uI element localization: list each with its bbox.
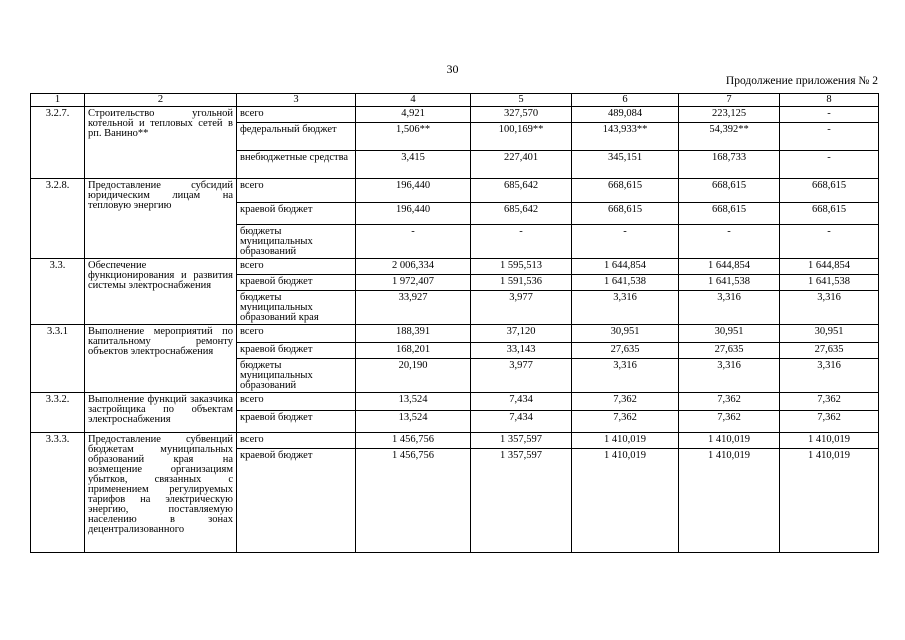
funding-source: всего xyxy=(237,325,356,343)
amount-cell: 685,642 xyxy=(471,203,572,225)
amount-cell: 1 644,854 xyxy=(572,259,679,275)
amount-cell: - xyxy=(471,225,572,259)
amount-cell: 7,362 xyxy=(780,393,879,411)
column-header: 1 xyxy=(31,94,85,107)
amount-cell: 30,951 xyxy=(679,325,780,343)
item-description: Строительство угольной котельной и тепловых сетей в рп. Ванино** xyxy=(85,107,237,179)
amount-cell: 7,434 xyxy=(471,393,572,411)
amount-cell: 143,933** xyxy=(572,123,679,151)
amount-cell: 20,190 xyxy=(356,359,471,393)
amount-cell: 7,362 xyxy=(572,393,679,411)
funding-source: всего xyxy=(237,433,356,449)
amount-cell: 196,440 xyxy=(356,179,471,203)
amount-cell: 489,084 xyxy=(572,107,679,123)
item-number: 3.3.3. xyxy=(31,433,85,553)
amount-cell: 1 410,019 xyxy=(572,433,679,449)
amount-cell: 27,635 xyxy=(572,343,679,359)
amount-cell: 1 591,536 xyxy=(471,275,572,291)
column-header: 6 xyxy=(572,94,679,107)
table-row xyxy=(31,179,879,203)
funding-source: бюджеты муниципальных образований xyxy=(237,225,356,259)
amount-cell: 30,951 xyxy=(780,325,879,343)
funding-source: краевой бюджет xyxy=(237,203,356,225)
amount-cell: 1 972,407 xyxy=(356,275,471,291)
amount-cell: 1 641,538 xyxy=(679,275,780,291)
column-header: 4 xyxy=(356,94,471,107)
column-header: 8 xyxy=(780,94,879,107)
item-description: Обеспечение функционирования и развития системы электроснабжения xyxy=(85,259,237,325)
amount-cell: 37,120 xyxy=(471,325,572,343)
amount-cell: 668,615 xyxy=(679,179,780,203)
funding-source: краевой бюджет xyxy=(237,275,356,291)
column-header: 5 xyxy=(471,94,572,107)
amount-cell: 168,733 xyxy=(679,151,780,179)
amount-cell: 1 357,597 xyxy=(471,449,572,553)
amount-cell: 13,524 xyxy=(356,393,471,411)
amount-cell: - xyxy=(780,107,879,123)
item-number: 3.3.2. xyxy=(31,393,85,433)
amount-cell: 188,391 xyxy=(356,325,471,343)
amount-cell: 668,615 xyxy=(572,203,679,225)
amount-cell: - xyxy=(780,123,879,151)
item-description: Предоставление субсидий юридическим лицам на тепловую энергию xyxy=(85,179,237,259)
amount-cell: 7,362 xyxy=(679,411,780,433)
amount-cell: 3,316 xyxy=(572,291,679,325)
funding-source: краевой бюджет xyxy=(237,343,356,359)
amount-cell: 668,615 xyxy=(780,179,879,203)
amount-cell: - xyxy=(572,225,679,259)
budget-table xyxy=(30,93,879,553)
table-header-row xyxy=(31,94,879,107)
amount-cell: 33,143 xyxy=(471,343,572,359)
item-description: Выполнение мероприятий по капитальному ремонту объектов электроснабжения xyxy=(85,325,237,393)
amount-cell: - xyxy=(679,225,780,259)
amount-cell: 3,977 xyxy=(471,359,572,393)
funding-source: краевой бюджет xyxy=(237,449,356,553)
funding-source: внебюджетные средства xyxy=(237,151,356,179)
funding-source: всего xyxy=(237,259,356,275)
amount-cell: 3,977 xyxy=(471,291,572,325)
amount-cell: 668,615 xyxy=(780,203,879,225)
amount-cell: 327,570 xyxy=(471,107,572,123)
amount-cell: 33,927 xyxy=(356,291,471,325)
amount-cell: 3,415 xyxy=(356,151,471,179)
amount-cell: 1 410,019 xyxy=(780,449,879,553)
column-header: 7 xyxy=(679,94,780,107)
table-row xyxy=(31,433,879,449)
appendix-continuation-label: Продолжение приложения № 2 xyxy=(725,75,878,87)
item-number: 3.2.8. xyxy=(31,179,85,259)
amount-cell: 1 456,756 xyxy=(356,433,471,449)
amount-cell: 7,362 xyxy=(679,393,780,411)
amount-cell: 1 644,854 xyxy=(679,259,780,275)
amount-cell: 668,615 xyxy=(679,203,780,225)
amount-cell: 27,635 xyxy=(780,343,879,359)
amount-cell: 2 006,334 xyxy=(356,259,471,275)
table-row xyxy=(31,259,879,275)
amount-cell: 345,151 xyxy=(572,151,679,179)
amount-cell: 1 456,756 xyxy=(356,449,471,553)
amount-cell: 3,316 xyxy=(679,359,780,393)
amount-cell: - xyxy=(356,225,471,259)
amount-cell: 27,635 xyxy=(679,343,780,359)
item-description: Предоставление субвенций бюджетам муниципальных образований края на возмещение организациям убытков, связанных с применением регулируемых тарифов на электрическую энергию, поставляемую населению в зонах децентрализованного xyxy=(85,433,237,553)
amount-cell: 196,440 xyxy=(356,203,471,225)
amount-cell: 668,615 xyxy=(572,179,679,203)
table-row xyxy=(31,325,879,343)
amount-cell: 3,316 xyxy=(679,291,780,325)
amount-cell: 7,362 xyxy=(780,411,879,433)
amount-cell: - xyxy=(780,151,879,179)
amount-cell: 1 595,513 xyxy=(471,259,572,275)
amount-cell: 54,392** xyxy=(679,123,780,151)
amount-cell: 1 410,019 xyxy=(572,449,679,553)
amount-cell: 3,316 xyxy=(780,291,879,325)
funding-source: бюджеты муниципальных образований xyxy=(237,359,356,393)
amount-cell: - xyxy=(780,225,879,259)
amount-cell: 1 644,854 xyxy=(780,259,879,275)
funding-source: всего xyxy=(237,393,356,411)
amount-cell: 4,921 xyxy=(356,107,471,123)
amount-cell: 1 410,019 xyxy=(780,433,879,449)
amount-cell: 7,434 xyxy=(471,411,572,433)
table-row xyxy=(31,393,879,411)
amount-cell: 1 410,019 xyxy=(679,449,780,553)
amount-cell: 1 410,019 xyxy=(679,433,780,449)
item-number: 3.2.7. xyxy=(31,107,85,179)
amount-cell: 13,524 xyxy=(356,411,471,433)
amount-cell: 227,401 xyxy=(471,151,572,179)
amount-cell: 1 641,538 xyxy=(780,275,879,291)
item-description: Выполнение функций заказчика застройщика по объектам электроснабжения xyxy=(85,393,237,433)
amount-cell: 223,125 xyxy=(679,107,780,123)
funding-source: всего xyxy=(237,179,356,203)
funding-source: краевой бюджет xyxy=(237,411,356,433)
item-number: 3.3.1 xyxy=(31,325,85,393)
item-number: 3.3. xyxy=(31,259,85,325)
amount-cell: 1,506** xyxy=(356,123,471,151)
amount-cell: 3,316 xyxy=(780,359,879,393)
amount-cell: 685,642 xyxy=(471,179,572,203)
funding-source: бюджеты муниципальных образований края xyxy=(237,291,356,325)
amount-cell: 3,316 xyxy=(572,359,679,393)
table-row xyxy=(31,107,879,123)
amount-cell: 1 641,538 xyxy=(572,275,679,291)
amount-cell: 7,362 xyxy=(572,411,679,433)
amount-cell: 168,201 xyxy=(356,343,471,359)
amount-cell: 100,169** xyxy=(471,123,572,151)
amount-cell: 30,951 xyxy=(572,325,679,343)
column-header: 2 xyxy=(85,94,237,107)
amount-cell: 1 357,597 xyxy=(471,433,572,449)
funding-source: всего xyxy=(237,107,356,123)
funding-source: федеральный бюджет xyxy=(237,123,356,151)
page-number: 30 xyxy=(446,62,459,76)
column-header: 3 xyxy=(237,94,356,107)
